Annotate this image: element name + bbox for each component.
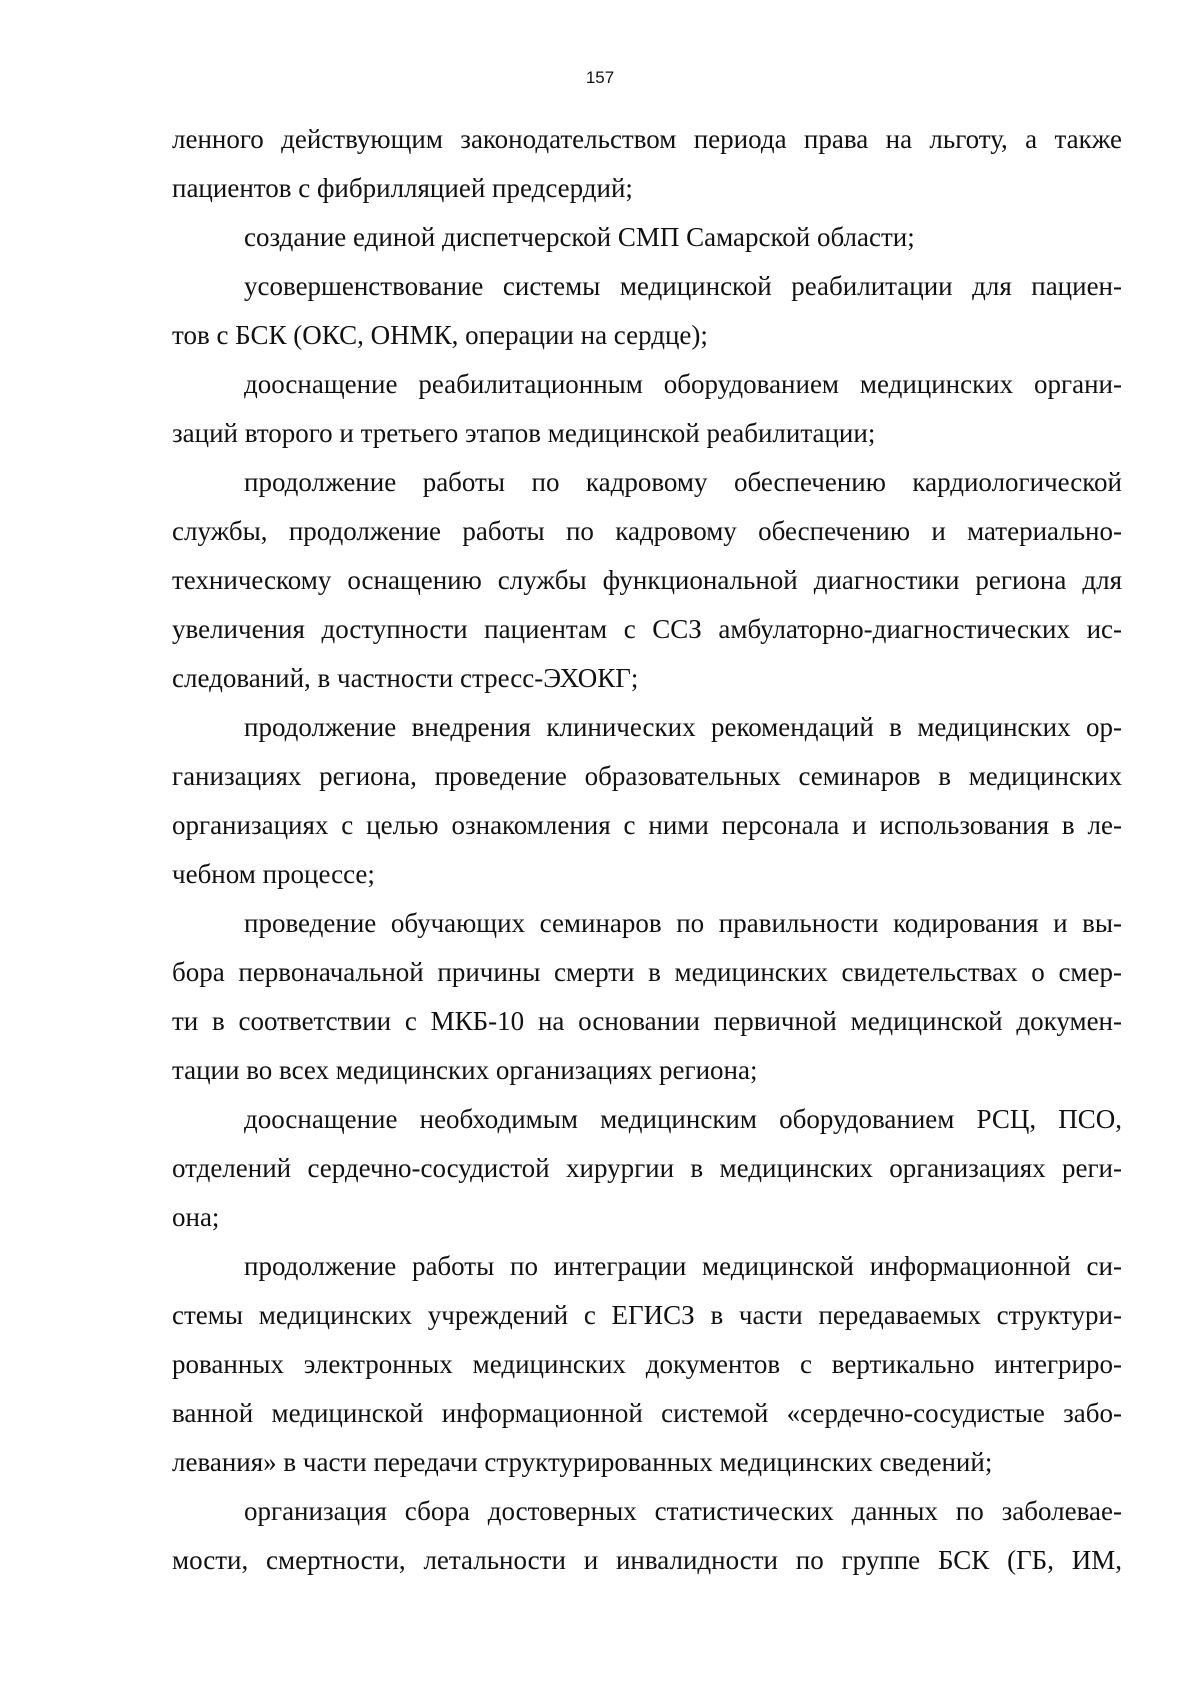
- text-line: организация сбора достоверных статистических данных по заболевае-: [244, 1496, 1122, 1526]
- text-line: ванной медицинской информационной системой «сердечно-сосудистые забо-: [172, 1398, 1122, 1428]
- text-line: службы, продолжение работы по кадровому обеспечению и материально-: [172, 516, 1122, 546]
- text-line: проведение обучающих семинаров по правильности кодирования и вы-: [244, 908, 1122, 938]
- text-line: заций второго и третьего этапов медицинской реабилитации;: [172, 418, 876, 448]
- text-line: левания» в части передачи структурированных медицинских сведений;: [172, 1447, 993, 1477]
- text-line: создание единой диспетчерской СМП Самарской области;: [244, 222, 915, 252]
- text-line: бора первоначальной причины смерти в медицинских свидетельствах о смер-: [172, 957, 1122, 987]
- text-line: отделений сердечно-сосудистой хирургии в медицинских организациях реги-: [172, 1153, 1122, 1183]
- text-line: ти в соответствии с МКБ-10 на основании первичной медицинской докумен-: [172, 1006, 1122, 1036]
- text-line: чебном процессе;: [172, 859, 375, 889]
- text-line: техническому оснащению службы функциональной диагностики региона для: [172, 565, 1122, 595]
- text-line: следований, в частности стресс-ЭХОКГ;: [172, 663, 639, 693]
- text-line: усовершенствование системы медицинской реабилитации для пациен-: [244, 271, 1122, 301]
- text-line: ганизациях региона, проведение образовательных семинаров в медицинских: [172, 761, 1122, 791]
- text-line: увеличения доступности пациентам с ССЗ амбулаторно-диагностических ис-: [172, 614, 1122, 644]
- text-line: мости, смертности, летальности и инвалидности по группе БСК (ГБ, ИМ,: [172, 1545, 1122, 1575]
- text-line: продолжение внедрения клинических рекомендаций в медицинских ор-: [244, 712, 1122, 742]
- text-line: рованных электронных медицинских документов с вертикально интегриро-: [172, 1349, 1122, 1379]
- text-line: дооснащение необходимым медицинским оборудованием РСЦ, ПСО,: [244, 1104, 1122, 1134]
- text-line: тов с БСК (ОКС, ОНМК, операции на сердце);: [172, 320, 708, 350]
- text-line: продолжение работы по кадровому обеспечению кардиологической: [244, 467, 1122, 497]
- text-line: ленного действующим законодательством периода права на льготу, а также: [172, 124, 1122, 154]
- text-line: пациентов с фибрилляцией предсердий;: [172, 173, 633, 203]
- text-line: стемы медицинских учреждений с ЕГИСЗ в части передаваемых структури-: [172, 1300, 1122, 1330]
- text-line: она;: [172, 1202, 220, 1232]
- text-line: дооснащение реабилитационным оборудованием медицинских органи-: [244, 369, 1122, 399]
- page-number: 157: [585, 68, 615, 87]
- document-body: [172, 115, 1122, 1585]
- text-line: продолжение работы по интеграции медицинской информационной си-: [244, 1251, 1122, 1281]
- text-line: организациях с целью ознакомления с ними персонала и использования в ле-: [172, 810, 1122, 840]
- text-line: тации во всех медицинских организациях региона;: [172, 1055, 758, 1085]
